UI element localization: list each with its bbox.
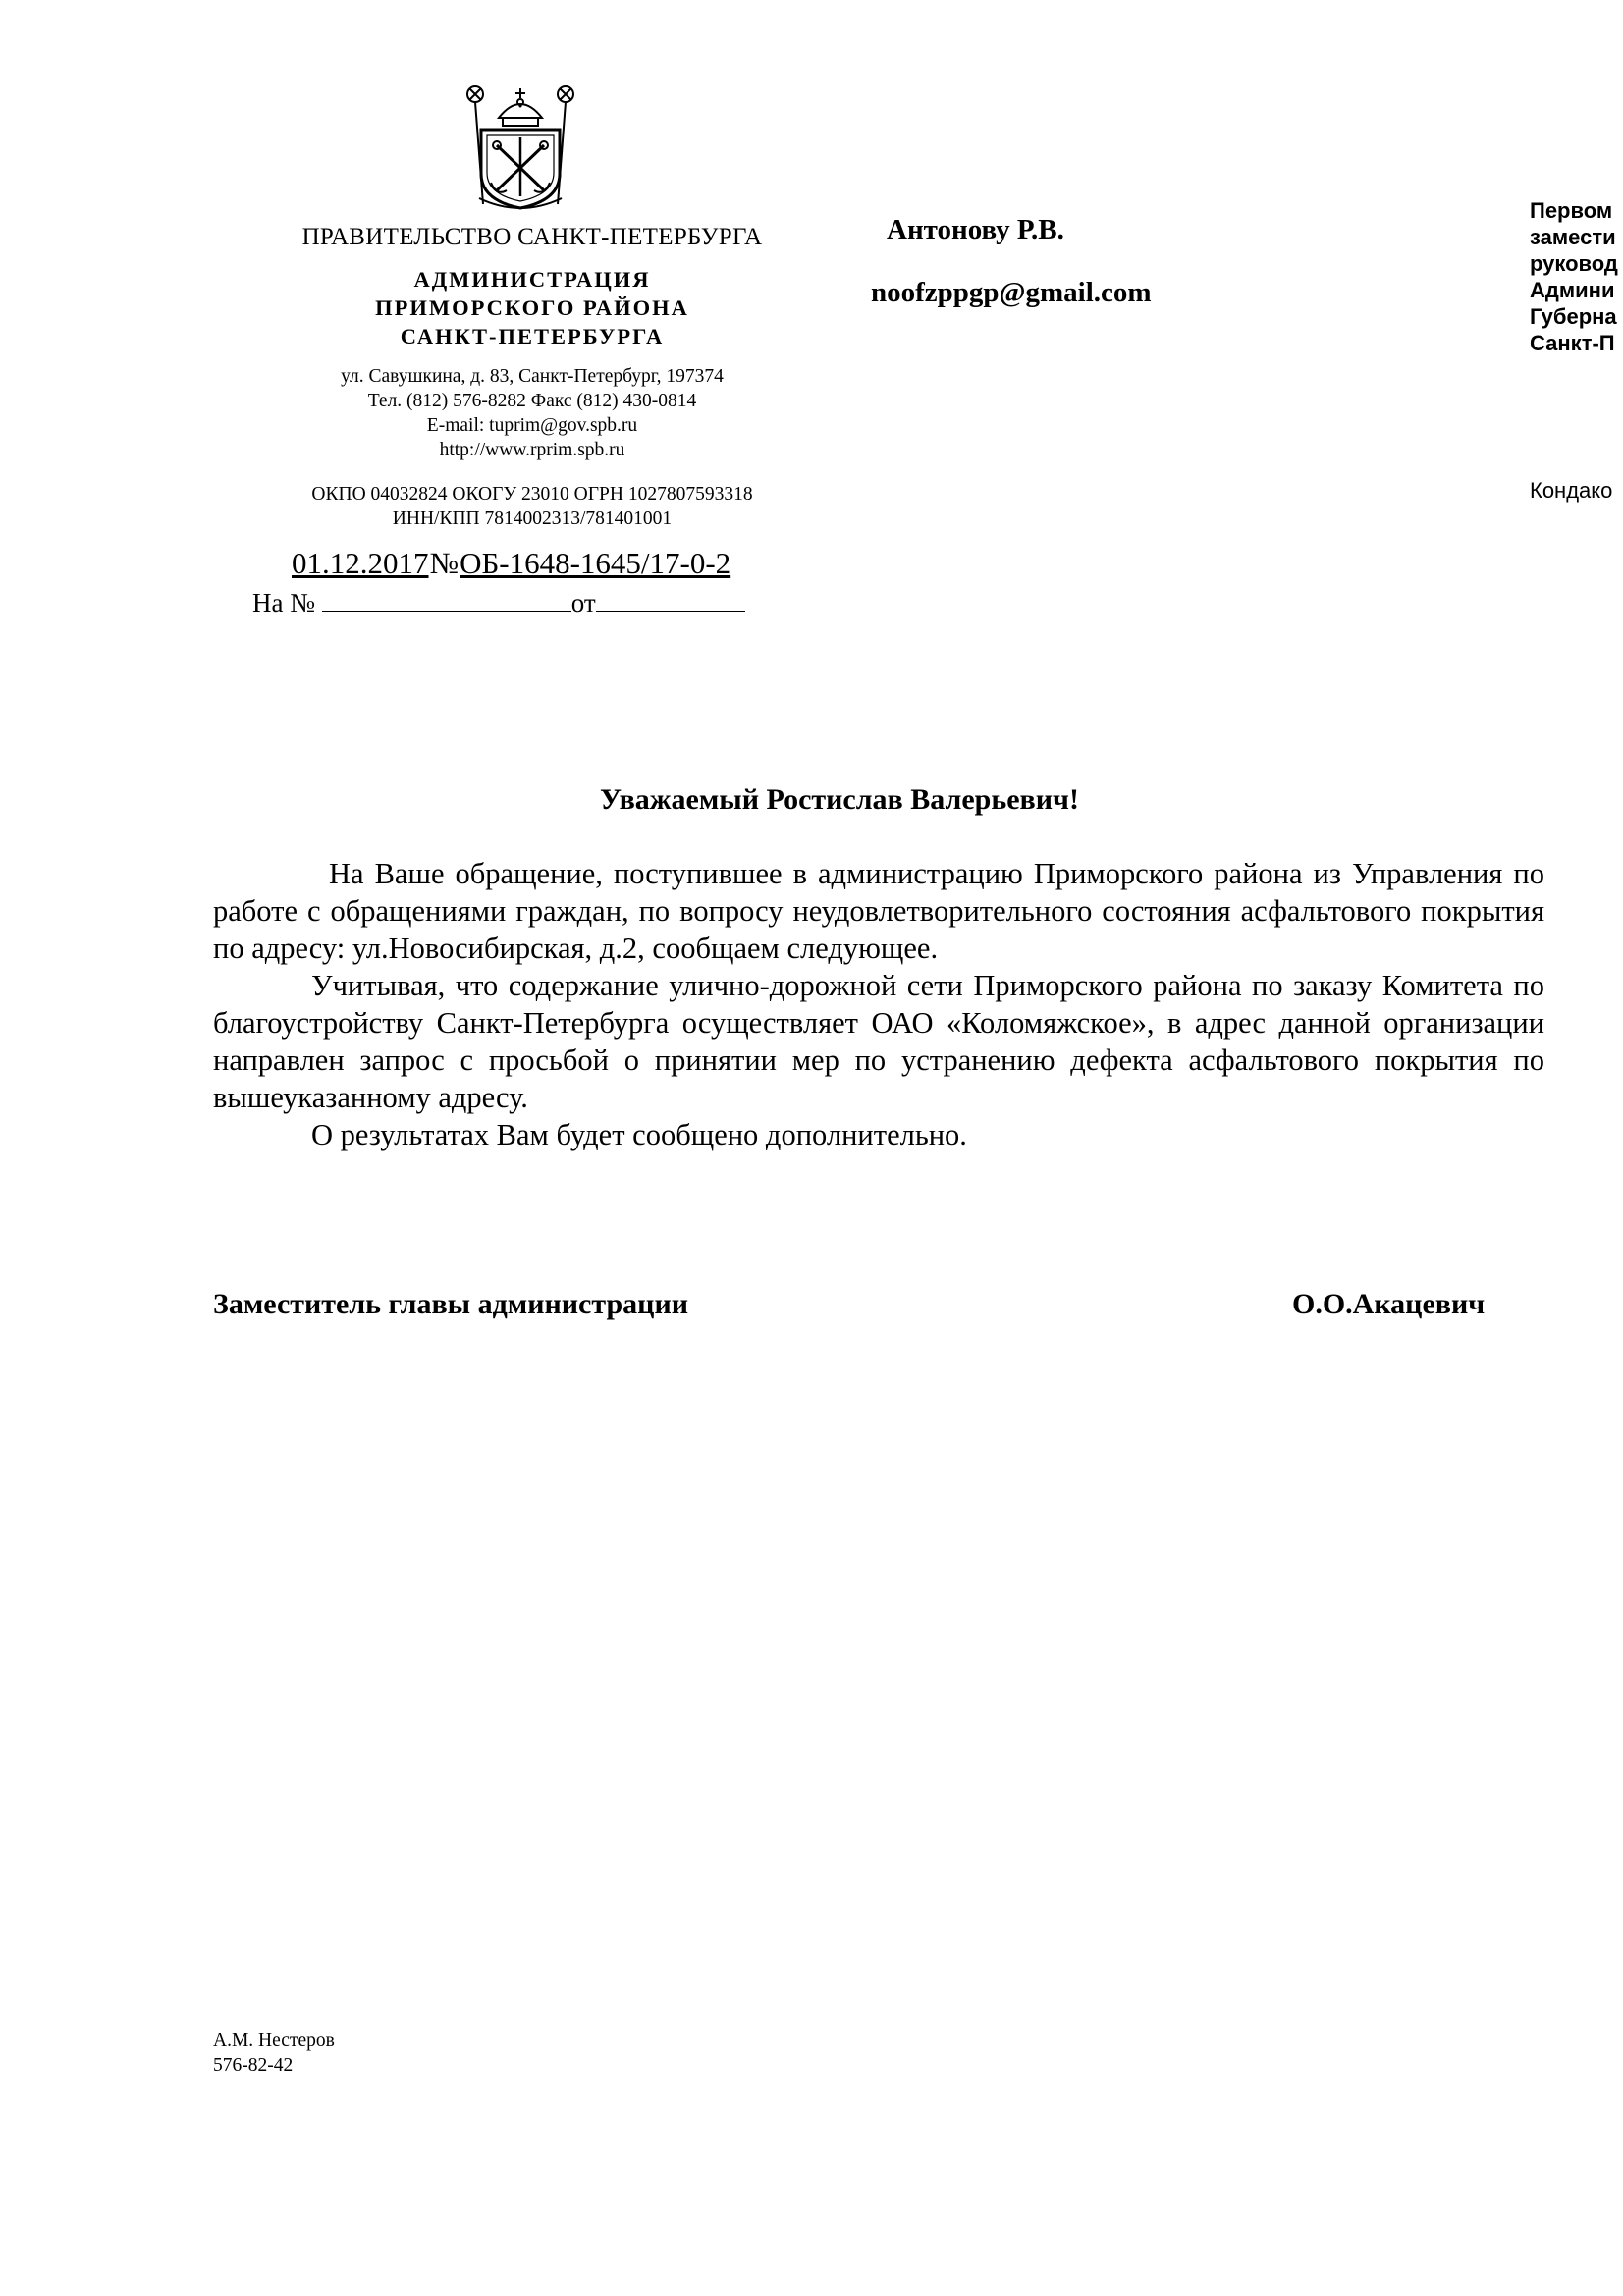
administration-title-line1: АДМИНИСТРАЦИЯ	[413, 267, 651, 292]
executor-phone: 576-82-42	[213, 2056, 294, 2076]
registration-number: ОБ-1648-1645/17-0-2	[460, 546, 731, 580]
cutoff-line-1: Первом	[1530, 198, 1613, 223]
registration-date: 01.12.2017	[292, 546, 429, 580]
administration-title-line3: САНКТ-ПЕТЕРБУРГА	[400, 324, 665, 348]
reference-from-label: от	[570, 588, 596, 617]
body-paragraph-3: О результатах Вам будет сообщено дополнительно.	[311, 1118, 967, 1151]
cutoff-line-3: руковод	[1530, 251, 1618, 276]
address-phone-fax: Тел. (812) 576-8282 Факс (812) 430-0814	[367, 391, 697, 411]
administration-title-line2: ПРИМОРСКОГО РАЙОНА	[375, 295, 689, 320]
body-paragraph-2: Учитывая, что содержание улично-дорожной сети Приморского района по заказу Комитета по благоустройству Санкт-Петербурга осуществляет ОАО «Коломяжское», в адрес данной организации направлен запрос с просьбой о принятии мер по устранению дефекта асфальтового покрытия по вышеуказанному адресу.	[213, 969, 1544, 1114]
cutoff-line-4: Админи	[1530, 278, 1615, 302]
inn-kpp: ИНН/КПП 7814002313/781401001	[392, 508, 673, 529]
cutoff-line-7: Кондако	[1530, 478, 1613, 503]
registration-line	[292, 546, 730, 581]
salutation: Уважаемый Ростислав Валерьевич!	[600, 783, 1079, 816]
body-paragraph-1: На Ваше обращение, поступившее в администрацию Приморского района из Управления по работе с обращениями граждан, по вопросу неудовлетворительного состояния асфальтового покрытия по адресу: ул.Новосибирская, д.2, сообщаем следующее.	[213, 857, 1544, 965]
registry-codes: ОКПО 04032824 ОКОГУ 23010 ОГРН 1027807593318	[311, 484, 753, 505]
reference-prefix: На №	[252, 588, 315, 617]
recipient-name: Антонову Р.В.	[887, 214, 1064, 245]
address-street: ул. Савушкина, д. 83, Санкт-Петербург, 197374	[341, 366, 724, 387]
government-title: ПРАВИТЕЛЬСТВО САНКТ-ПЕТЕРБУРГА	[301, 224, 763, 250]
coat-of-arms-emblem	[461, 80, 579, 213]
signatory-name: О.О.Акацевич	[1292, 1288, 1486, 1320]
cutoff-line-6: Санкт-П	[1530, 331, 1615, 355]
signatory-title: Заместитель главы администрации	[213, 1288, 689, 1320]
executor-name: А.М. Нестеров	[213, 2030, 335, 2051]
address-website: http://www.rprim.spb.ru	[439, 440, 625, 460]
letter-body	[213, 855, 1544, 1153]
recipient-email: noofzppgp@gmail.com	[871, 277, 1152, 308]
number-sign: №	[429, 546, 460, 580]
reference-number-blank	[322, 587, 571, 612]
reference-line	[252, 587, 745, 618]
cutoff-line-2: замести	[1530, 225, 1616, 249]
address-email: E-mail: tuprim@gov.spb.ru	[426, 415, 638, 436]
reference-date-blank	[596, 587, 745, 612]
cutoff-line-5: Губерна	[1530, 304, 1617, 329]
